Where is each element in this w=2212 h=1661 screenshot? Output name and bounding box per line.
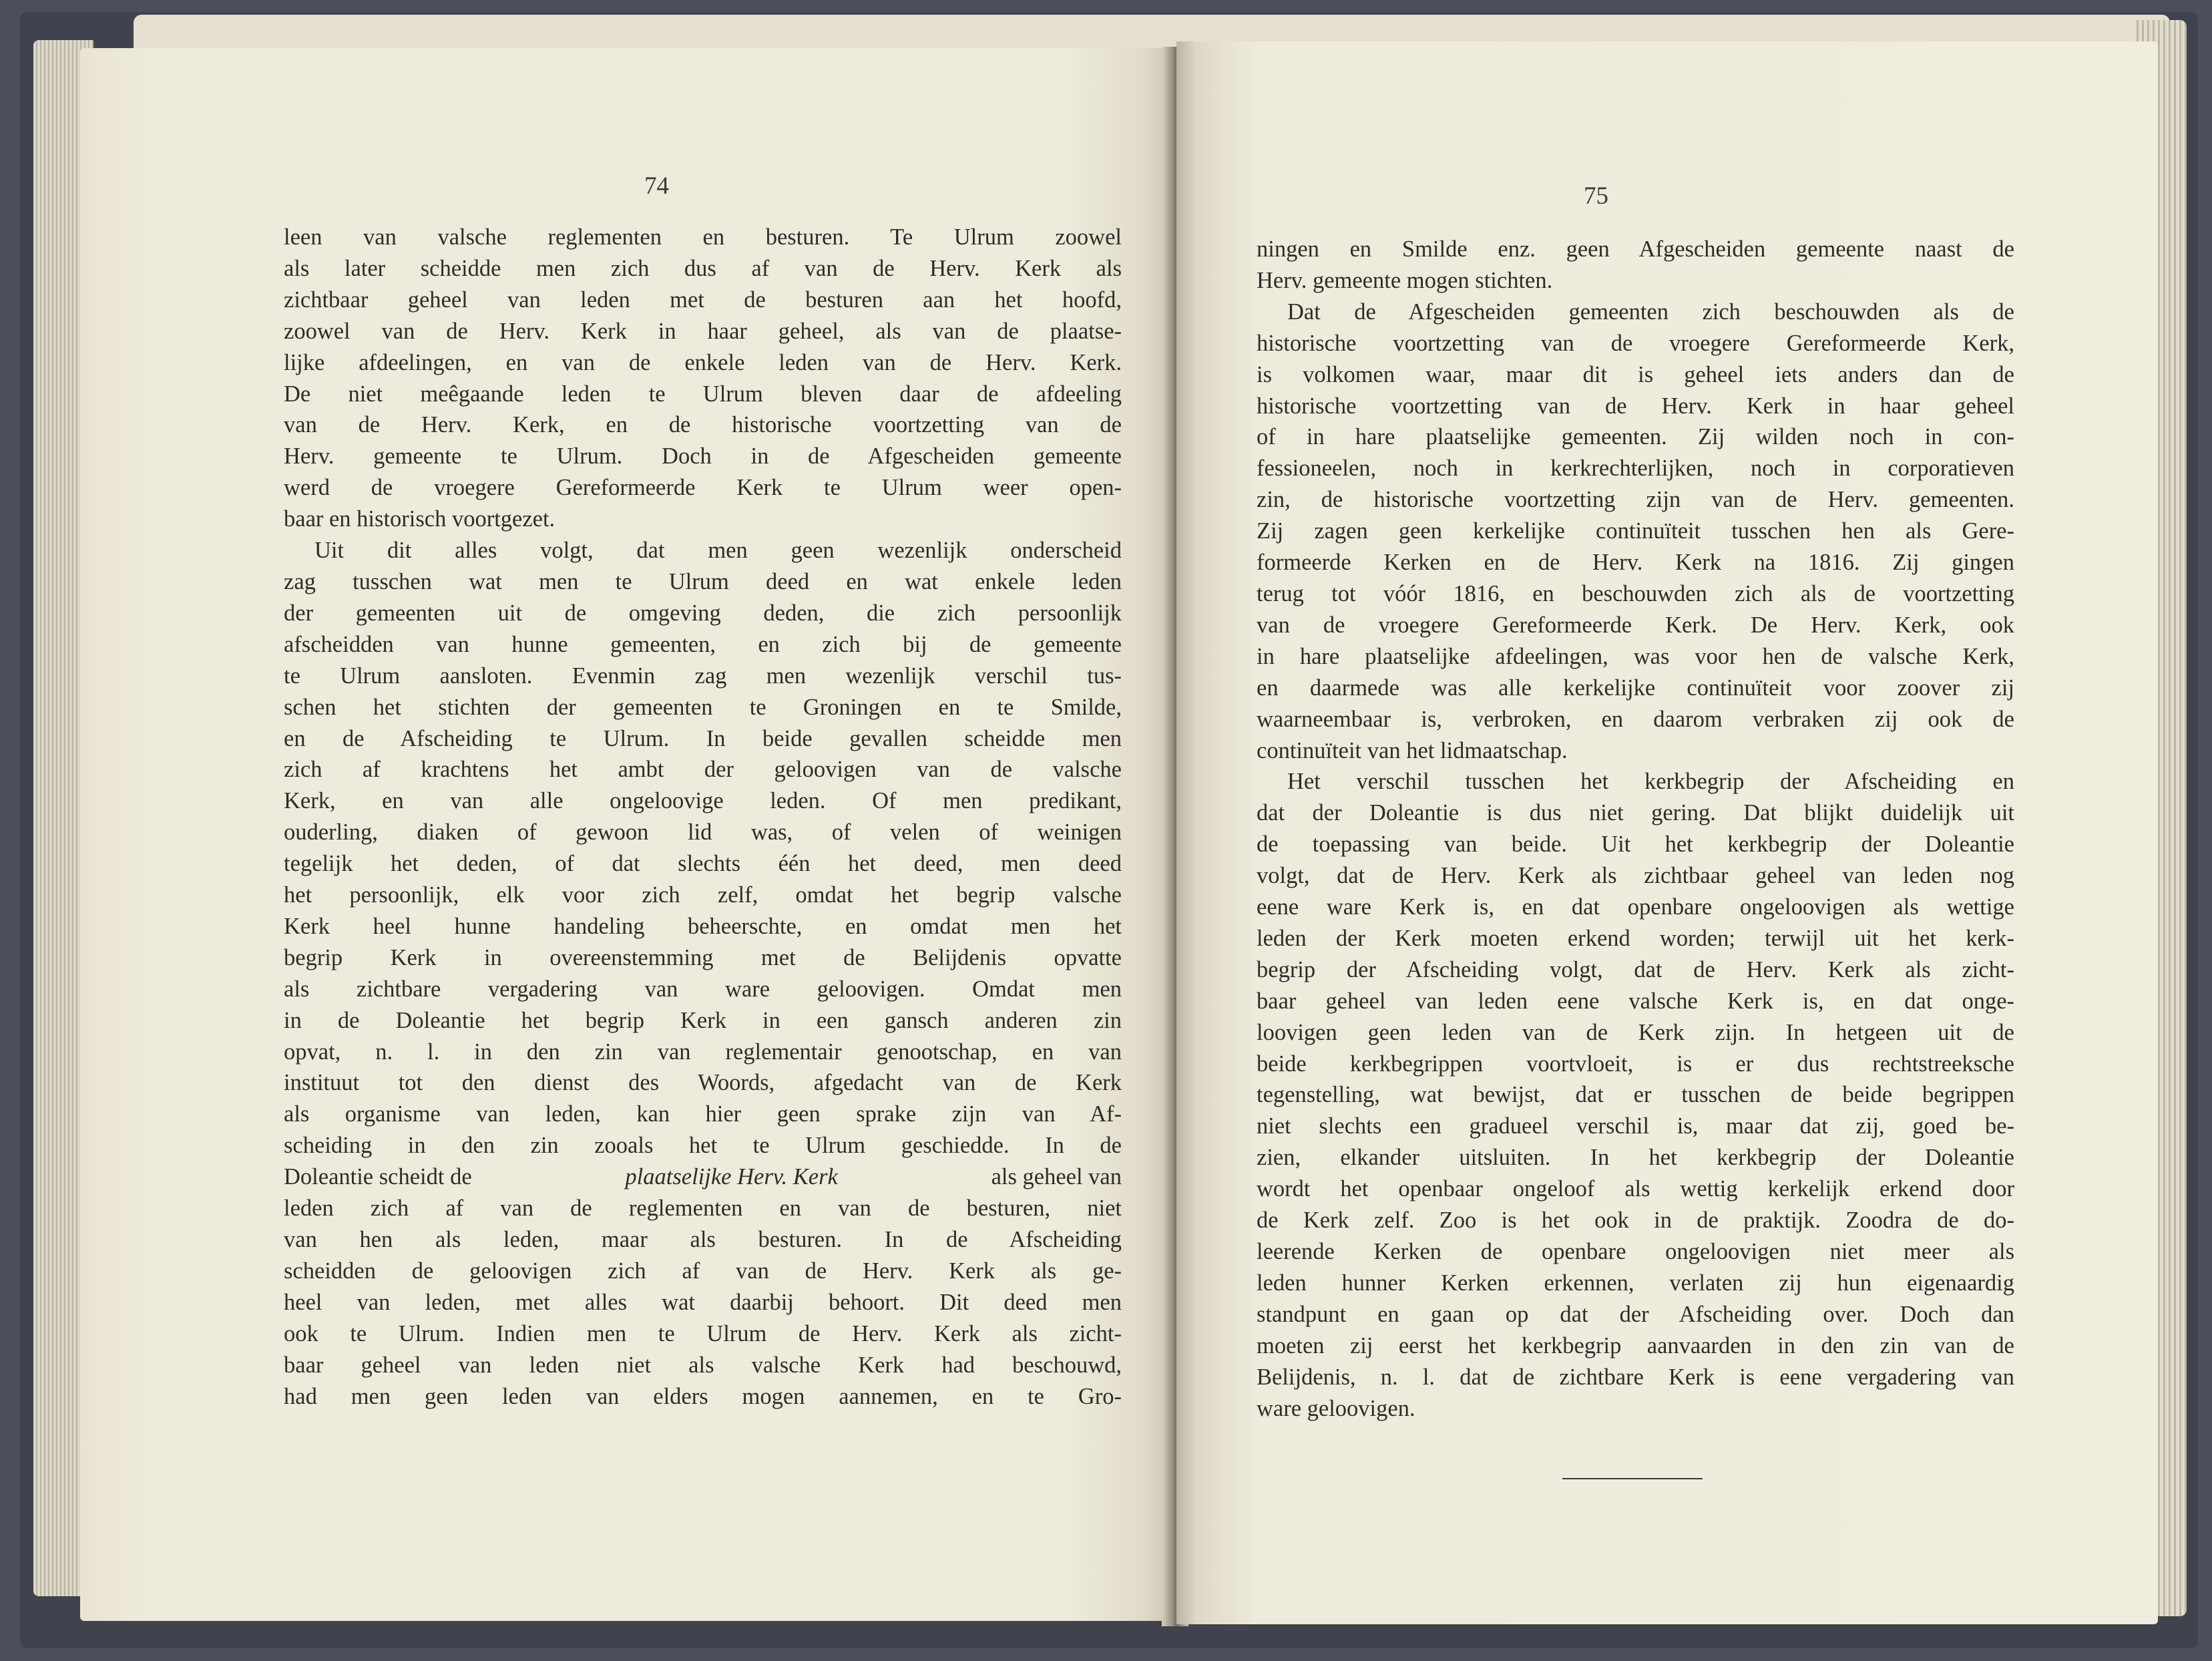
text-line: eene ware Kerk is, en dat openbare ongeloovigen als wettige: [1257, 894, 2014, 920]
text-line: opvat, n. l. in den zin van reglementair genootschap, en van: [284, 1039, 1122, 1065]
right-page: [1176, 41, 2158, 1624]
text-line: Kerk, en van alle ongeloovige leden. Of men predikant,: [284, 788, 1122, 814]
text-line: zichtbaar geheel van leden met de besturen aan het hoofd,: [284, 287, 1122, 313]
text-line: baar en historisch voortgezet.: [284, 506, 556, 532]
text-line: formeerde Kerken en de Herv. Kerk na 1816. Zij gingen: [1257, 550, 2014, 576]
italic-phrase: plaatselijke Herv. Kerk: [625, 1164, 838, 1190]
text-line: zag tusschen wat men te Ulrum deed en wat enkele leden: [284, 568, 1122, 594]
text-line: schen het stichten der gemeenten te Groningen en te Smilde,: [284, 694, 1122, 720]
text-line: Herv. gemeente mogen stichten.: [1257, 267, 1553, 293]
text-line: is volkomen waar, maar dit is geheel iets anders dan de: [1257, 361, 2014, 387]
text-line: leden zich af van de reglementen en van de besturen, niet: [284, 1195, 1122, 1222]
text-line: in de Doleantie het begrip Kerk in een gansch anderen zin: [284, 1007, 1122, 1033]
right-page-text: [1257, 234, 2014, 1424]
text-line: als organisme van leden, kan hier geen sprake zijn van Af-: [284, 1101, 1122, 1127]
text-line: te Ulrum aansloten. Evenmin zag men wezenlijk verschil tus-: [284, 663, 1122, 689]
text-line: had men geen leden van elders mogen aannemen, en te Gro-: [284, 1383, 1122, 1409]
text-segment: Doleantie scheidt de: [284, 1164, 472, 1190]
text-line: in hare plaatselijke afdeelingen, was voor hen de valsche Kerk,: [1257, 643, 2014, 669]
text-line: Het verschil tusschen het kerkbegrip der Afscheiding en: [1287, 769, 2014, 795]
text-line: continuïteit van het lidmaatschap.: [1257, 737, 1568, 763]
text-line: volgt, dat de Herv. Kerk als zichtbaar geheel van leden nog: [1257, 863, 2014, 889]
text-line: baar geheel van leden niet als valsche Kerk had beschouwd,: [284, 1352, 1122, 1378]
text-line: afscheidden van hunne gemeenten, en zich bij de gemeente: [284, 631, 1122, 657]
text-line: leen van valsche reglementen en besturen. Te Ulrum zoowel: [284, 224, 1122, 250]
section-end-rule: [1562, 1478, 1703, 1479]
text-line: ouderling, diaken of gewoon lid was, of velen of weinigen: [284, 819, 1122, 846]
text-line: moeten zij eerst het kerkbegrip aanvaarden in den zin van de: [1257, 1332, 2014, 1358]
text-line: ningen en Smilde enz. geen Afgescheiden gemeente naast de: [1257, 236, 2014, 262]
text-line: lijke afdeelingen, en van de enkele leden van de Herv. Kerk.: [284, 349, 1122, 375]
text-line: niet slechts een gradueel verschil is, maar dat zij, goed be-: [1257, 1113, 2014, 1139]
text-line: Herv. gemeente te Ulrum. Doch in de Afgescheiden gemeente: [284, 443, 1122, 470]
text-line: of in hare plaatselijke gemeenten. Zij wilden noch in con-: [1257, 424, 2014, 450]
left-page: [80, 48, 1175, 1621]
text-line: tegelijk het deden, of dat slechts één het deed, men deed: [284, 851, 1122, 877]
text-line: Uit dit alles volgt, dat men geen wezenlijk onderscheid: [314, 538, 1122, 564]
text-line: van de vroegere Gereformeerde Kerk. De Herv. Kerk, ook: [1257, 612, 2014, 638]
text-line: scheidden de geloovigen zich af van de Herv. Kerk als ge-: [284, 1258, 1122, 1284]
text-line: historische voortzetting van de vroegere Gereformeerde Kerk,: [1257, 330, 2014, 356]
text-line-with-italic: [284, 1161, 1122, 1193]
text-line: zoowel van de Herv. Kerk in haar geheel, als van de plaatse-: [284, 318, 1122, 344]
text-line: De niet meêgaande leden te Ulrum bleven daar de afdeeling: [284, 381, 1122, 407]
text-line: terug tot vóór 1816, en beschouwden zich als de voortzetting: [1257, 580, 2014, 606]
text-line: waarneembaar is, verbroken, en daarom verbraken zij ook de: [1257, 706, 2014, 732]
left-page-text: [284, 222, 1122, 1412]
text-line: het persoonlijk, elk voor zich zelf, omdat het begrip valsche: [284, 882, 1122, 908]
text-line: begrip der Afscheiding volgt, dat de Herv. Kerk als zicht-: [1257, 956, 2014, 982]
text-segment: als geheel van: [991, 1164, 1122, 1190]
text-line: dat der Doleantie is dus niet gering. Dat blijkt duidelijk uit: [1257, 800, 2014, 826]
text-line: zin, de historische voortzetting zijn van de Herv. gemeenten.: [1257, 487, 2014, 513]
text-line: en de Afscheiding te Ulrum. In beide gevallen scheidde men: [284, 725, 1122, 751]
text-line: van hen als leden, maar als besturen. In de Afscheiding: [284, 1227, 1122, 1252]
text-line: instituut tot den dienst des Woords, afgedacht van de Kerk: [284, 1070, 1122, 1096]
text-line: en daarmede was alle kerkelijke continuïteit voor zoover zij: [1257, 675, 2014, 701]
text-line: Dat de Afgescheiden gemeenten zich beschouwden als de: [1287, 299, 2014, 325]
text-line: baar geheel van leden eene valsche Kerk is, en dat onge-: [1257, 988, 2014, 1014]
text-line: historische voortzetting van de Herv. Kerk in haar geheel: [1257, 393, 2014, 419]
text-line: Belijdenis, n. l. dat de zichtbare Kerk is eene vergadering van: [1257, 1364, 2014, 1390]
text-line: fessioneelen, noch in kerkrechterlijken, noch in corporatieven: [1257, 455, 2014, 482]
text-line: wordt het openbaar ongeloof als wettig kerkelijk erkend door: [1257, 1176, 2014, 1202]
text-line: scheiding in den zin zooals het te Ulrum geschiedde. In de: [284, 1133, 1122, 1159]
text-line: zien, elkander uitsluiten. In het kerkbegrip der Doleantie: [1257, 1145, 2014, 1171]
text-line: leerende Kerken de openbare ongeloovigen niet meer als: [1257, 1239, 2014, 1264]
text-line: beide kerkbegrippen voortvloeit, is er dus rechtstreeksche: [1257, 1051, 2014, 1077]
text-line: standpunt en gaan op dat der Afscheiding over. Doch dan: [1257, 1301, 2014, 1327]
text-line: loovigen geen leden van de Kerk zijn. In hetgeen uit de: [1257, 1019, 2014, 1045]
text-line: Zij zagen geen kerkelijke continuïteit tusschen hen als Gere-: [1257, 518, 2014, 544]
text-line: als zichtbare vergadering van ware geloovigen. Omdat men: [284, 976, 1122, 1002]
text-line: de toepassing van beide. Uit het kerkbegrip der Doleantie: [1257, 832, 2014, 858]
page-number-left: 74: [644, 172, 669, 200]
page-number-right: 75: [1584, 182, 1608, 210]
text-line: leden der Kerk moeten erkend worden; terwijl uit het kerk-: [1257, 925, 2014, 951]
text-line: ware geloovigen.: [1257, 1395, 1415, 1421]
text-line: leden hunner Kerken erkennen, verlaten zij hun eigenaardig: [1257, 1270, 2014, 1296]
text-line: Kerk heel hunne handeling beheerschte, en omdat men het: [284, 913, 1122, 939]
text-line: werd de vroegere Gereformeerde Kerk te Ulrum weer open-: [284, 475, 1122, 501]
text-line: als later scheidde men zich dus af van de Herv. Kerk als: [284, 255, 1122, 281]
text-line: de Kerk zelf. Zoo is het ook in de praktijk. Zoodra de do-: [1257, 1208, 2014, 1234]
text-line: ook te Ulrum. Indien men te Ulrum de Herv. Kerk als zicht-: [284, 1320, 1122, 1346]
text-line: der gemeenten uit de omgeving deden, die zich persoonlijk: [284, 600, 1122, 626]
text-line: heel van leden, met alles wat daarbij behoort. Dit deed men: [284, 1289, 1122, 1315]
text-line: begrip Kerk in overeenstemming met de Belijdenis opvatte: [284, 944, 1122, 970]
text-line: zich af krachtens het ambt der geloovigen van de valsche: [284, 757, 1122, 783]
text-line: van de Herv. Kerk, en de historische voortzetting van de: [284, 412, 1122, 438]
text-line: tegenstelling, wat bewijst, dat er tusschen de beide begrippen: [1257, 1082, 2014, 1108]
